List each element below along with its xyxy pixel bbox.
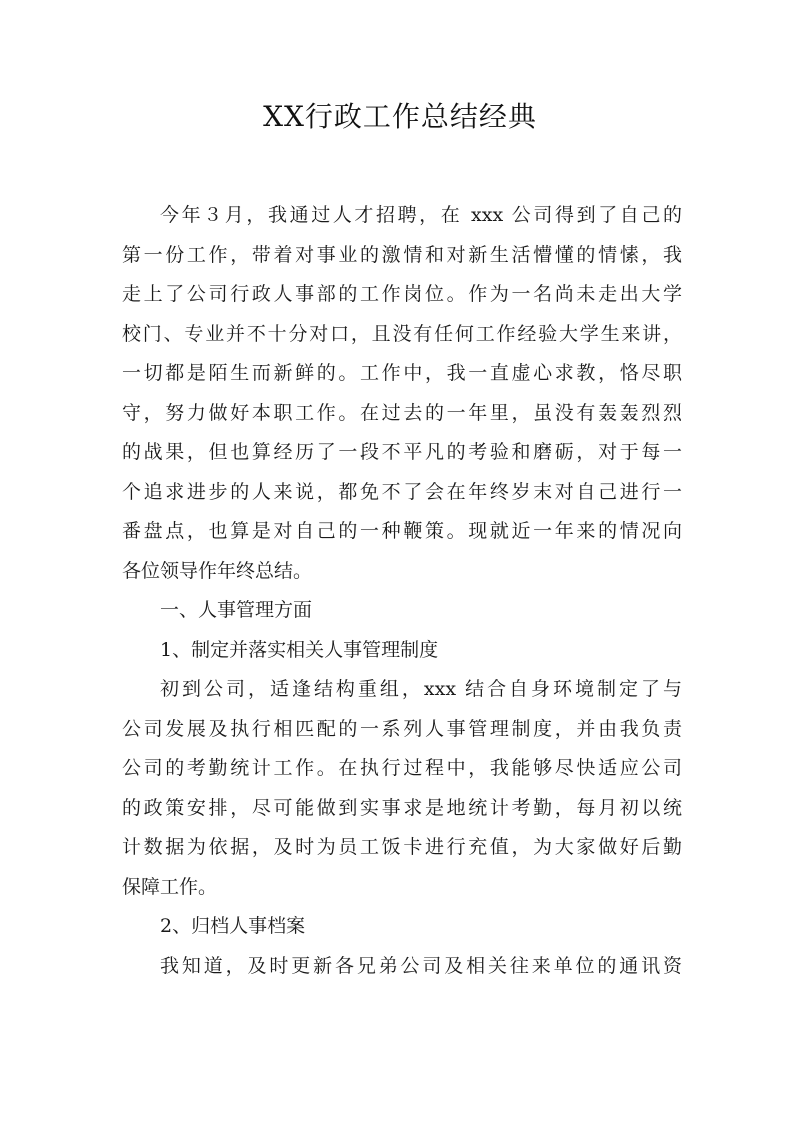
section-heading: 一、人事管理方面 xyxy=(160,599,313,621)
paragraph-line: 番盘点，也算是对自己的一种鞭策。现就近一年来的情况向 xyxy=(122,520,682,542)
paragraph-line: 一切都是陌生而新鲜的。工作中，我一直虚心求教，恪尽职 xyxy=(122,362,682,384)
subsection-heading: 1、制定并落实相关人事管理制度 xyxy=(160,638,439,661)
document-title: XX行政工作总结经典 xyxy=(263,100,537,133)
paragraph-line: 各位领导作年终总结。 xyxy=(122,559,313,582)
paragraph-line: 公司的考勤统计工作。在执行过程中，我能够尽快适应公司 xyxy=(122,757,682,779)
paragraph-line: 保障工作。 xyxy=(122,875,218,898)
paragraph-line: 的战果，但也算经历了一段不平凡的考验和磨砺，对于每一 xyxy=(122,441,682,463)
paragraph-line: 我知道，及时更新各兄弟公司及相关往来单位的通讯资 xyxy=(160,954,682,977)
paragraph-line: 校门、专业并不十分对口，且没有任何工作经验大学生来讲， xyxy=(122,322,682,345)
paragraph-line: 公司发展及执行相匹配的一系列人事管理制度，并由我负责 xyxy=(122,717,682,740)
paragraph-line: 今年３月，我通过人才招聘，在 xxx 公司得到了自己的 xyxy=(160,204,682,226)
paragraph-line: 计数据为依据，及时为员工饭卡进行充值，为大家做好后勤 xyxy=(122,836,682,858)
paragraph-line: 守，努力做好本职工作。在过去的一年里，虽没有轰轰烈烈 xyxy=(122,401,682,424)
paragraph-line: 第一份工作，带着对事业的激情和对新生活懵懂的情愫，我 xyxy=(122,243,682,266)
subsection-heading: 2、归档人事档案 xyxy=(160,915,306,937)
paragraph-line: 初到公司，适逢结构重组，xxx 结合自身环境制定了与 xyxy=(160,678,682,700)
paragraph-line: 的政策安排，尽可能做到实事求是地统计考勤，每月初以统 xyxy=(122,796,682,819)
paragraph-line: 个追求进步的人来说，都免不了会在年终岁末对自己进行一 xyxy=(122,480,682,503)
paragraph-line: 走上了公司行政人事部的工作岗位。作为一名尚未走出大学 xyxy=(122,283,682,305)
document-body xyxy=(122,196,682,986)
